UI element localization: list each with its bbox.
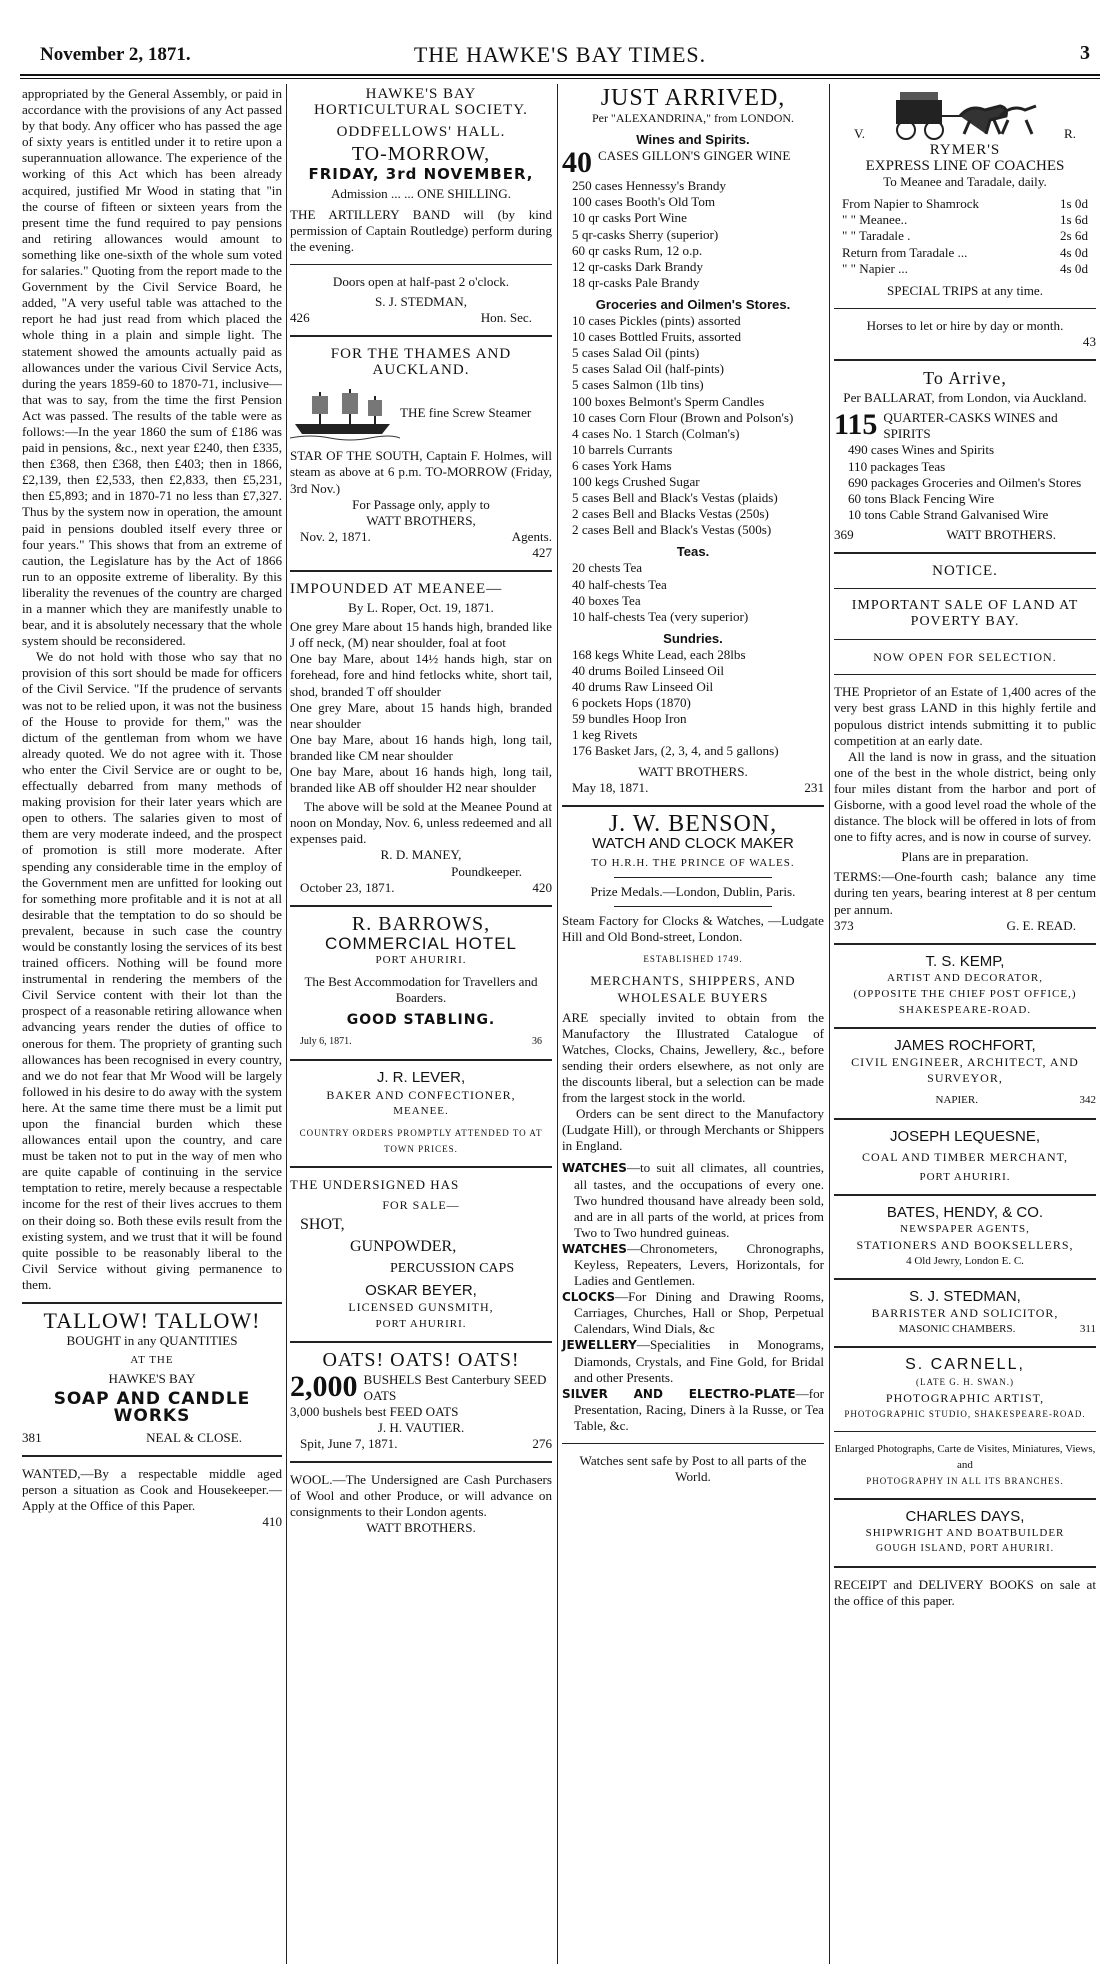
- list-item: 40 drums Boiled Linseed Oil: [572, 663, 725, 678]
- ad-heading: R. BARROWS,: [351, 912, 491, 935]
- ad-heading: IMPOUNDED AT MEANEE—: [290, 580, 503, 597]
- ad-heading: FOR THE THAMES AND AUCKLAND.: [330, 346, 512, 379]
- list-item: 5 cases Salmon (1lb tins): [572, 377, 704, 393]
- product-item: JEWELLERY—Specialities in Monograms, Diamonds, Crystals, and Fine Gold, for Bridal and other Presents.: [562, 1337, 824, 1385]
- divider: [834, 1431, 1096, 1432]
- list-item: 10 cases Corn Flour (Brown and Polson's): [572, 409, 794, 425]
- divider: [834, 552, 1096, 554]
- ad-number: 373: [834, 917, 854, 933]
- tallow-line: AT THE: [130, 1354, 174, 1367]
- section-heading: Sundries.: [663, 630, 723, 646]
- fare-route: " " Meanee..: [842, 212, 908, 228]
- fare-route: " " Napier ...: [842, 260, 908, 276]
- ad-body: Plans are in preparation.: [901, 849, 1029, 865]
- ad-trade: STATIONERS AND BOOKSELLERS,: [856, 1237, 1074, 1252]
- ad-body: Orders can be sent direct to the Manufactory (Ludgate Hill), or through Merchants or Shippers in England.: [562, 1106, 824, 1154]
- ad-number: 276: [532, 1436, 552, 1452]
- venue: ODDFELLOWS' HALL.: [336, 124, 506, 141]
- ad-number: 410: [262, 1513, 282, 1529]
- monogram-r: R.: [1063, 125, 1076, 141]
- list-item: 10 barrels Currants: [572, 441, 673, 457]
- royal-warrant: TO H.R.H. THE PRINCE OF WALES.: [591, 856, 795, 869]
- list-item: 6 pockets Hops (1870): [572, 695, 691, 711]
- ad-body: THE Proprietor of an Estate of 1,400 acres of the very best grass LAND in this highly fertile and populous district intends submitting it to public competition at an early date.: [834, 684, 1096, 748]
- ad-body: All the land is now in grass, and the situation one of the best in the whole district, being only four miles distant from the harbor and port of Gisborne, with a good level road the whole of the distance. The block will be offered in lots of from one to fifty acres, and is now in course of survey.: [834, 748, 1096, 845]
- ad-trade: WATCH AND CLOCK MAKER: [592, 834, 794, 852]
- to-arrive-ad: [834, 370, 1096, 543]
- ad-heading: HAWKE'S BAY: [365, 86, 477, 102]
- ad-role: Agents.: [511, 528, 552, 544]
- fare-price: 4s 0d: [1059, 260, 1088, 276]
- ad-trade: BAKER AND CONFECTIONER,: [326, 1087, 516, 1102]
- ad-date: May 18, 1871.: [572, 779, 649, 795]
- list-item: 5 cases Bell and Black's Vestas (plaids): [572, 490, 778, 506]
- divider: [290, 335, 552, 337]
- divider: [290, 905, 552, 907]
- ad-body: THE ARTILLERY BAND will (by kind permission of Captain Routledge) perform during the evening.: [290, 206, 552, 254]
- arrive-list: [834, 442, 1096, 522]
- event-day: TO-MORROW,: [351, 143, 491, 166]
- ad-body: To Meanee and Taradale, daily.: [883, 174, 1047, 190]
- fare-price: 1s 0d: [1059, 196, 1088, 212]
- list-item: 60 tons Black Fencing Wire: [848, 490, 995, 506]
- product-item: WATCHES—to suit all climates, all countries, all tastes, and the occupations of every one. Two hundred thousand have already been sold, and are in all parts of the world, at prices from Two to Two hundred guineas.: [562, 1160, 824, 1240]
- list-item: 100 cases Booth's Old Tom: [572, 194, 716, 210]
- ad-signature: WATT BROTHERS,: [366, 512, 476, 528]
- tallow-ad: [22, 1308, 282, 1446]
- land-sale-ad: [834, 563, 1096, 934]
- ad-body: The above will be sold at the Meanee Pound at noon on Monday, Nov. 6, unless redeemed and all expenses paid.: [290, 799, 552, 847]
- divider: [614, 877, 771, 878]
- ad-location: (OPPOSITE THE CHIEF POST OFFICE,): [853, 987, 1077, 1000]
- divider: [834, 1027, 1096, 1029]
- ship-line: Per "ALEXANDRINA," from LONDON.: [591, 111, 795, 126]
- ad-trade: CIVIL ENGINEER, ARCHITECT, AND SURVEYOR,: [851, 1055, 1079, 1086]
- ad-heading: THE UNDERSIGNED HAS: [290, 1176, 460, 1192]
- ad-note: (LATE G. H. SWAN.): [916, 1376, 1014, 1387]
- list-item: 6 cases York Hams: [572, 457, 672, 473]
- fare-price: 2s 6d: [1059, 228, 1088, 244]
- lequesne-ad: [834, 1129, 1096, 1185]
- list-item: 2 cases Bell and Blacks Vestas (250s): [572, 506, 769, 522]
- rochfort-ad: [834, 1038, 1096, 1108]
- ad-heading: NOTICE.: [932, 562, 998, 579]
- divider: [614, 906, 771, 907]
- ad-number: 43: [1082, 333, 1096, 349]
- kemp-ad: [834, 954, 1096, 1018]
- goods-item: GUNPOWDER,: [350, 1238, 457, 1256]
- ad-heading: BATES, HENDY, & CO.: [886, 1203, 1044, 1221]
- masthead-rule: [20, 74, 1100, 76]
- tallow-heading: TALLOW! TALLOW!: [43, 1308, 261, 1334]
- ad-body: COUNTRY ORDERS PROMPTLY ATTENDED TO AT TOWN PRICES.: [299, 1127, 543, 1154]
- ad-body: For Passage only, apply to: [352, 496, 490, 512]
- rymer-ad: [834, 86, 1096, 350]
- column-divider: [829, 84, 830, 1964]
- ad-heading: RYMER'S: [929, 142, 1001, 158]
- column-divider: [557, 84, 558, 1964]
- divider: [834, 1118, 1096, 1120]
- list-item: QUARTER-CASKS WINES and SPIRITS: [883, 410, 1058, 442]
- list-item: 10 cases Pickles (pints) assorted: [572, 313, 741, 329]
- ad-body: ARE specially invited to obtain from the Manufactory the Illustrated Catalogue of Watches, Clocks, Chains, Jewellery, &c., before sending their orders elsewhere, as not only are the discounts liberal, but a selection can be made from the largest stock in the world.: [562, 1009, 824, 1106]
- ad-heading: J. R. LEVER,: [376, 1069, 466, 1087]
- prize-medals: Prize Medals.—London, Dublin, Paris.: [590, 884, 796, 900]
- fare-row: [834, 261, 1096, 277]
- benson-ad: [562, 810, 824, 1485]
- list-item: 4 cases No. 1 Starch (Colman's): [572, 425, 740, 441]
- just-arrived-ad: [562, 85, 824, 796]
- ad-signature: NEAL & CLOSE.: [146, 1429, 242, 1445]
- column-3: [562, 86, 824, 1485]
- section-heading: Teas.: [676, 544, 710, 560]
- divider: [834, 674, 1096, 675]
- list-item: 490 cases Wines and Spirits: [848, 442, 995, 458]
- divider: [834, 943, 1096, 945]
- ad-body: RECEIPT and DELIVERY BOOKS on sale at the office of this paper.: [834, 1577, 1096, 1609]
- divider: [834, 639, 1096, 640]
- ad-number: 36: [532, 1036, 542, 1048]
- list-item: 110 packages Teas: [848, 458, 946, 474]
- ad-heading: T. S. KEMP,: [925, 952, 1005, 970]
- ad-body: SPECIAL TRIPS at any time.: [886, 282, 1044, 298]
- fare-price: 1s 6d: [1059, 212, 1088, 228]
- receipt-books-ad: [834, 1577, 1096, 1609]
- ad-signature: OSKAR BEYER,: [365, 1282, 477, 1300]
- teas-list: [562, 560, 824, 624]
- ad-heading: JUST ARRIVED,: [600, 85, 786, 111]
- ad-heading: FOR SALE—: [382, 1197, 460, 1212]
- ad-trade: SHIPWRIGHT AND BOATBUILDER: [865, 1527, 1065, 1540]
- ad-location: SHAKESPEARE-ROAD.: [898, 1004, 1032, 1017]
- ad-location: GOUGH ISLAND, PORT AHURIRI.: [875, 1543, 1055, 1555]
- column-2: [290, 86, 552, 1537]
- list-item: 250 cases Hennessy's Brandy: [572, 178, 726, 194]
- list-item: 176 Basket Jars, (2, 3, 4, and 5 gallons): [572, 743, 779, 759]
- list-item: 20 chests Tea: [572, 560, 643, 576]
- ad-body: WOOL.—The Undersigned are Cash Purchasers of Wool and other Produce, or will advance on consignments to their London agents.: [290, 1472, 552, 1520]
- ad-number: 426: [290, 310, 310, 326]
- list-item: 100 kegs Crushed Sugar: [572, 473, 700, 489]
- divider: [290, 1341, 552, 1343]
- section-heading: Groceries and Oilmen's Stores.: [595, 296, 791, 312]
- ad-location: PORT AHURIRI.: [919, 1170, 1011, 1183]
- horticultural-ad: [290, 86, 552, 326]
- list-item: 40 half-chests Tea: [572, 576, 667, 592]
- barrows-ad: [290, 912, 552, 1051]
- monogram-v: V.: [854, 125, 866, 141]
- column-divider: [286, 84, 287, 1964]
- ad-date: Nov. 2, 1871.: [300, 528, 371, 544]
- newspaper-title: THE HAWKE'S BAY TIMES.: [413, 42, 707, 67]
- ad-location: PORT AHURIRI.: [375, 953, 467, 966]
- divider: [22, 1455, 282, 1457]
- wanted-text: WANTED,—By a respectable middle aged person a situation as Cook and Housekeeper.—Apply at the Office of this Paper.: [22, 1465, 282, 1513]
- lever-ad: [290, 1070, 552, 1156]
- list-item: 40 drums Raw Linseed Oil: [572, 679, 714, 695]
- ad-body: Horses to let or hire by day or month.: [866, 317, 1064, 333]
- divider: [834, 308, 1096, 309]
- ad-signature: S. J. STEDMAN,: [374, 293, 468, 309]
- ad-body: Steam Factory for Clocks & Watches, —Ludgate Hill and Old Bond-street, London.: [562, 913, 824, 945]
- ad-trade: COAL AND TIMBER MERCHANT,: [861, 1149, 1069, 1164]
- divider: [290, 264, 552, 265]
- list-item: 18 qr-casks Pale Brandy: [572, 274, 700, 290]
- ad-heading: HORTICULTURAL SOCIETY.: [314, 102, 528, 119]
- divider: [290, 1059, 552, 1061]
- ad-feature: GOOD STABLING.: [346, 1012, 496, 1029]
- impound-ad: [290, 581, 552, 896]
- steamer-line: THE fine Screw Steamer: [400, 405, 532, 421]
- bates-hendy-ad: [834, 1205, 1096, 1269]
- ad-subheading: NOW OPEN FOR SELECTION.: [873, 650, 1057, 665]
- ad-trade: LICENSED GUNSMITH,: [348, 1300, 494, 1315]
- quantity: 115: [834, 408, 878, 442]
- impound-item: One bay Mare, about 16 hands high, long tail, branded like AB off shoulder H2 near shoulder: [290, 764, 552, 796]
- impound-item: One grey Mare, about 15 hands high, branded near shoulder: [290, 699, 552, 731]
- steamer-ship-icon: [290, 384, 400, 442]
- ad-heading: J. W. BENSON,: [608, 810, 778, 837]
- divider: [834, 1346, 1096, 1348]
- fare-route: From Napier to Shamrock: [842, 196, 980, 212]
- ad-location: 4 Old Jewry, London E. C.: [906, 1255, 1024, 1268]
- list-item: CASES GILLON'S GINGER WINE: [598, 148, 791, 164]
- list-item: 10 tons Cable Strand Galvanised Wire: [848, 506, 1049, 522]
- ad-body: The Best Accommodation for Travellers and Boarders.: [304, 974, 538, 1006]
- goods-item: PERCUSSION CAPS: [390, 1261, 515, 1277]
- ad-heading: OATS! OATS! OATS!: [322, 1348, 520, 1371]
- list-item: 100 boxes Belmont's Sperm Candles: [572, 393, 765, 409]
- fare-route: " " Taradale .: [842, 228, 911, 244]
- ship-line: Per BALLARAT, from London, via Auckland.: [843, 390, 1087, 406]
- ad-heading: EXPRESS LINE OF COACHES: [865, 158, 1065, 175]
- ad-location: PHOTOGRAPHIC STUDIO, SHAKESPEARE-ROAD.: [844, 1408, 1086, 1419]
- stedman-ad: [834, 1289, 1096, 1337]
- list-item: 60 qr casks Rum, 12 o.p.: [572, 242, 703, 258]
- ad-signature: G. E. READ.: [1006, 917, 1076, 933]
- quantity: 40: [562, 146, 592, 180]
- list-item: 5 cases Salad Oil (half-pints): [572, 361, 724, 377]
- ad-heading: CHARLES DAYS,: [905, 1508, 1025, 1526]
- fare-row: [834, 245, 1096, 261]
- ad-subheading: MERCHANTS, SHIPPERS, AND WHOLESALE BUYERS: [590, 973, 796, 1005]
- list-item: 5 cases Salad Oil (pints): [572, 345, 700, 361]
- ad-role: Poundkeeper.: [451, 863, 522, 879]
- coach-and-horses-icon: [890, 86, 1040, 142]
- issue-date: November 2, 1871.: [40, 44, 191, 65]
- ad-body: Enlarged Photographs, Carte de Visites, Miniatures, Views, and: [834, 1442, 1096, 1471]
- fare-row: [834, 196, 1096, 212]
- ad-trade: PHOTOGRAPHIC ARTIST,: [885, 1390, 1045, 1405]
- column-4: [834, 86, 1096, 1610]
- ad-number: 342: [1079, 1094, 1096, 1107]
- established: ESTABLISHED 1749.: [643, 954, 743, 965]
- ad-number: 231: [804, 779, 824, 795]
- product-item: CLOCKS—For Dining and Drawing Rooms, Carriages, Churches, Hall or Shop, Perpetual Calendars, Wind Dials, &c: [562, 1289, 824, 1337]
- ad-body: 3,000 bushels best FEED OATS: [290, 1403, 459, 1419]
- impound-by: By L. Roper, Oct. 19, 1871.: [348, 600, 494, 616]
- list-item: 59 bundles Hoop Iron: [572, 711, 687, 727]
- article-text-2: We do not hold with those who say that no provision of this sort should be made for officers of the Civil Service. "If the prudence of servants was not to be relied upon, it was not the business of the House to provide for them," was the dictum of the gentleman from whom we have already quoted. We do not agree with it. Those who enter the Civil Service are or ought to be, effectually debarred from many methods of making provision for their later years which are open to others. The salaries given to most of them are very moderate indeed, and the prospect of promotion is still more moderate. After spending any considerable time in the employ of the Government men are unfitted for looking out for something more profitable and it is not at all desirable that the temptation to do so should be prevalent, because in such case the country would be constantly losing the services of its best trained officers. Nothing will be found more instrumental in rendering the members of the Civil Service content with their lot than the prospect of a reasonable retiring allowance when advancing years render the duties of office to onerous for them. The propriety of granting such allowances has been recognised in every country, and we do not fear that Mr Wood will be largely followed in his desire to do away with the system here. At the same time there must be a limit put upon the financial burden which these allowances entail upon the country, and care must be taken not to put in the way of men who are quite capable of continuing in the service temptation to retire, merely because a respectable income for the rest of their lives accrues to them on their doing so. Both these evils result from the existing system, and we trust that it will be found quite possible to be reasonably liberal to the Civil Service without giving permanence to them.: [22, 649, 282, 1292]
- wanted-ad: [22, 1466, 282, 1530]
- ad-number: 311: [1079, 1323, 1096, 1336]
- admission: Admission ... ... ONE SHILLING.: [330, 186, 512, 202]
- ad-location: MEANEE.: [393, 1104, 449, 1117]
- doors-open: Doors open at half-past 2 o'clock.: [332, 273, 510, 289]
- column-1: [22, 86, 282, 1530]
- divider: [290, 1461, 552, 1463]
- ad-signature: WATT BROTHERS.: [366, 1520, 476, 1536]
- list-item: 2 cases Bell and Black's Vestas (500s): [572, 522, 772, 538]
- fare-route: Return from Taradale ...: [842, 244, 968, 260]
- list-item: 40 boxes Tea: [572, 592, 641, 608]
- thames-ad: [290, 346, 552, 561]
- ad-heading: IMPORTANT SALE OF LAND AT POVERTY BAY.: [851, 598, 1079, 630]
- divider: [834, 1566, 1096, 1568]
- ad-heading: To Arrive,: [923, 368, 1007, 389]
- divider: [290, 1166, 552, 1168]
- list-item: 168 kegs White Lead, each 28lbs: [572, 646, 746, 662]
- groceries-list: [562, 313, 824, 538]
- carnell-ad: [834, 1357, 1096, 1489]
- ad-terms: TERMS:—One-fourth cash; balance any time during ten years, bearing interest at 8 per centum per annum.: [834, 869, 1096, 917]
- ad-signature: J. H. VAUTIER.: [377, 1420, 465, 1435]
- divider: [834, 1498, 1096, 1500]
- ad-date: October 23, 1871.: [300, 879, 395, 895]
- ad-number: 381: [22, 1429, 42, 1445]
- list-item: 10 cases Bottled Fruits, assorted: [572, 329, 742, 345]
- list-item: 5 qr-casks Sherry (superior): [572, 226, 719, 242]
- beyer-ad: [290, 1177, 552, 1332]
- tallow-line: BOUGHT in any QUANTITIES: [66, 1333, 238, 1349]
- fare-row: [834, 212, 1096, 228]
- ad-date: Spit, June 7, 1871.: [300, 1436, 398, 1452]
- hotel-name: COMMERCIAL HOTEL: [324, 933, 517, 953]
- quantity: 2,000: [290, 1369, 358, 1403]
- ad-body: STAR OF THE SOUTH, Captain F. Holmes, will steam as above at 6 p.m. TO-MORROW (Friday, 3rd Nov.): [290, 448, 552, 496]
- page-number: 3: [1080, 42, 1090, 64]
- list-item: 10 half-chests Tea (very superior): [572, 608, 749, 624]
- impound-item: One bay Mare, about 16 hands high, long tail, branded like CM near shoulder: [290, 731, 552, 763]
- ad-heading: JOSEPH LEQUESNE,: [889, 1127, 1041, 1145]
- divider: [290, 570, 552, 572]
- ad-footer: Watches sent safe by Post to all parts of the World.: [579, 1453, 807, 1485]
- divider: [834, 588, 1096, 589]
- ad-heading: JAMES ROCHFORT,: [894, 1037, 1036, 1055]
- masthead-rule-thin: [20, 78, 1100, 79]
- section-heading: Wines and Spirits.: [636, 132, 750, 148]
- ad-signature: WATT BROTHERS.: [638, 763, 748, 779]
- list-item: 690 packages Groceries and Oilmen's Stores: [848, 474, 1082, 490]
- wines-list: [562, 178, 824, 291]
- oats-ad: [290, 1348, 552, 1453]
- ad-role: Hon. Sec.: [480, 310, 532, 326]
- article-text: appropriated by the General Assembly, or paid in accordance with the provisions of any Act passed by that body. Any officer who has passed the age of sixty years is entitled under it to retire upon a superannuation allowance. The experience of the working of this Act which has been already acquired, justified Mr Wood in stating that "in the course of fifteen or sixteen years from the present time the fund required to pay pensions and retiring allowances would amount to something like one-sixth of the whole sum voted for salaries." Quoting from the report made to the Government by the Civil Service Board, he added, "A very useful table was attached to the report he had just read from which placed the whole thing in a plain and simple light. The statement showed the amounts actually paid as allowances under the various Civil Service Acts, during the years 1859-60 to 1870-71, inclusive—that was to say, from the time the first Pension Act was passed. The results of the table were as follows:—In the year 1860 the sum of £186 was paid in pensions, &c., next year £240, then £335, then £368, then £368, then £403; then in 1866, £2,139, then £2,533, then £2,833, then £5,231, then £5,893; and in 1870-71 no less than £7,327. Thus by the system now in operation, the amount paid in pensions doubled itself every three or four years." This shows that from an extreme of caution, the Legislature has by the Act of 1866 run to an opposite extreme of liberality. By this liberality the revenues of the country are charged in a manner which they are manifestly unable to bear, and it is absolutely necessary that the whole system should be reconsidered.: [22, 86, 282, 649]
- ad-trade: NEWSPAPER AGENTS,: [900, 1222, 1030, 1235]
- tallow-works: SOAP AND CANDLE WORKS: [53, 1389, 251, 1426]
- divider: [834, 1194, 1096, 1196]
- ad-heading: S. J. STEDMAN,: [909, 1288, 1021, 1306]
- ad-signature: R. D. MANEY,: [380, 847, 462, 863]
- ad-location: MASONIC CHAMBERS.: [898, 1323, 1016, 1336]
- masthead: [20, 40, 1100, 74]
- divider: [834, 1278, 1096, 1280]
- impound-item: One bay Mare, about 14½ hands high, star on forehead, fore and hind fetlocks white, short tail, shod, branded T off shoulder: [290, 651, 552, 699]
- sundries-list: [562, 647, 824, 760]
- ad-number: 369: [834, 526, 854, 542]
- divider: [562, 1443, 824, 1444]
- ad-trade: ARTIST AND DECORATOR,: [887, 971, 1043, 984]
- fare-row: [834, 228, 1096, 244]
- ad-body: PHOTOGRAPHY IN ALL ITS BRANCHES.: [866, 1476, 1064, 1486]
- ad-date: July 6, 1871.: [300, 1036, 352, 1048]
- ad-trade: BARRISTER AND SOLICITOR,: [871, 1306, 1059, 1321]
- list-item: 1 keg Rivets: [572, 727, 638, 743]
- ad-body: BUSHELS Best Canterbury SEED OATS: [363, 1371, 547, 1403]
- ad-signature: WATT BROTHERS.: [946, 526, 1056, 542]
- ad-location: PORT AHURIRI.: [375, 1317, 467, 1330]
- divider: [22, 1302, 282, 1304]
- impound-item: One grey Mare about 15 hands high, branded like J off neck, (M) near shoulder, foal at foot: [290, 619, 552, 651]
- ad-location: NAPIER.: [935, 1094, 978, 1107]
- ad-heading: S. CARNELL,: [905, 1356, 1025, 1374]
- list-item: 12 qr-casks Dark Brandy: [572, 258, 704, 274]
- goods-item: SHOT,: [300, 1216, 345, 1234]
- event-date: FRIDAY, 3rd NOVEMBER,: [308, 165, 534, 184]
- tallow-line: HAWKE'S BAY: [108, 1371, 196, 1387]
- ad-number: 427: [532, 544, 552, 560]
- product-item: SILVER AND ELECTRO-PLATE—for Presentation, Racing, Diners à la Russe, or Tea Table, &c.: [562, 1385, 824, 1433]
- divider: [834, 359, 1096, 361]
- days-ad: [834, 1509, 1096, 1557]
- wool-ad: [290, 1472, 552, 1536]
- fare-price: 4s 0d: [1059, 244, 1088, 260]
- ad-number: 420: [532, 879, 552, 895]
- list-item: 10 qr casks Port Wine: [572, 210, 687, 226]
- fares-table: [834, 196, 1096, 276]
- product-item: WATCHES—Chronometers, Chronographs, Keyless, Repeaters, Levers, Horizontals, for Ladies and Gentlemen.: [562, 1240, 824, 1289]
- divider: [562, 805, 824, 807]
